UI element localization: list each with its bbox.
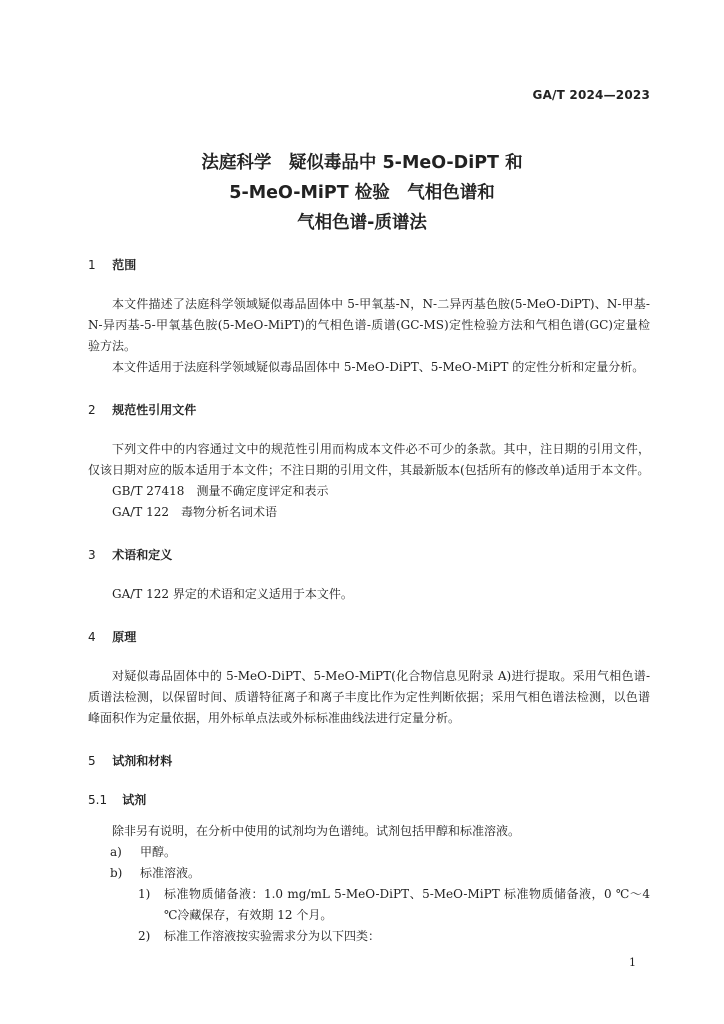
- section-number: 2: [88, 403, 96, 417]
- title-line-1: 法庭科学 疑似毒品中 5-MeO-DiPT 和: [201, 153, 523, 173]
- list-item: [88, 884, 650, 926]
- list-item: [88, 842, 650, 863]
- paragraph: 除非另有说明，在分析中使用的试剂均为色谱纯。试剂包括甲醇和标准溶液。: [112, 824, 521, 838]
- section-number: 5: [88, 754, 96, 768]
- list-item: [88, 926, 650, 947]
- section-number: 3: [88, 548, 96, 562]
- section-heading: [88, 545, 650, 566]
- reference-item: GB/T 27418 测量不确定度评定和表示: [112, 484, 329, 498]
- subsection-title: 试剂: [122, 793, 147, 807]
- paragraph: GA/T 122 界定的术语和定义适用于本文件。: [112, 587, 353, 601]
- title-line-2: 5-MeO-MiPT 检验 气相色谱和: [229, 183, 495, 203]
- section-number: 4: [88, 630, 96, 644]
- section-title: 试剂和材料: [112, 754, 173, 768]
- section-title: 规范性引用文件: [112, 403, 197, 417]
- list-text: 标准溶液。: [140, 866, 201, 880]
- paragraph: 下列文件中的内容通过文中的规范性引用而构成本文件必不可少的条款。其中，注日期的引用文件，仅该日期对应的版本适用于本文件；不注日期的引用文件，其最新版本(包括所有的修改单)适用于本文件。: [88, 442, 650, 477]
- section-title: 范围: [112, 258, 137, 272]
- section-principle: [88, 627, 650, 729]
- document-title: [0, 148, 724, 238]
- section-terms: [88, 545, 650, 605]
- section-title: 术语和定义: [112, 548, 173, 562]
- section-heading: [88, 627, 650, 648]
- section-heading: [88, 400, 650, 421]
- section-heading: [88, 751, 650, 772]
- section-scope: [88, 255, 650, 378]
- subsection-number: 5.1: [88, 793, 108, 807]
- reference-item: GA/T 122 毒物分析名词术语: [112, 505, 278, 519]
- title-line-3: 气相色谱-质谱法: [297, 213, 427, 233]
- section-reagents-materials: [88, 751, 650, 947]
- list-marker: a): [110, 845, 122, 859]
- standard-number: GA/T 2024—2023: [532, 88, 650, 102]
- subsection-heading: [88, 790, 650, 811]
- paragraph: 对疑似毒品固体中的 5-MeO-DiPT、5-MeO-MiPT(化合物信息见附录 A)进行提取。采用气相色谱-质谱法检测，以保留时间、质谱特征离子和离子丰度比作为定性判断依据；采用气相色谱法检测，以色谱峰面积作为定量依据，用外标单点法或外标标准曲线法进行定量分析。: [88, 669, 650, 725]
- paragraph: 本文件描述了法庭科学领域疑似毒品固体中 5-甲氧基-N，N-二异丙基色胺(5-MeO-DiPT)、N-甲基-N-异丙基-5-甲氧基色胺(5-MeO-MiPT)的气相色谱-质谱(GC-MS)定性检验方法和气相色谱(GC)定量检验方法。: [88, 297, 650, 353]
- list-marker: 2): [138, 929, 151, 943]
- section-normative-references: [88, 400, 650, 523]
- page-number: 1: [629, 956, 636, 969]
- list-text: 标准物质储备液：1.0 mg/mL 5-MeO-DiPT、5-MeO-MiPT 标准物质储备液，0 ℃～4 ℃冷藏保存，有效期 12 个月。: [164, 887, 650, 922]
- list-text: 标准工作溶液按实验需求分为以下四类：: [164, 929, 381, 943]
- section-number: 1: [88, 258, 96, 272]
- list-text: 甲醇。: [140, 845, 177, 859]
- section-heading: [88, 255, 650, 276]
- list-item: [88, 863, 650, 884]
- document-body: [88, 255, 650, 947]
- section-title: 原理: [112, 630, 137, 644]
- list-marker: 1): [138, 887, 151, 901]
- list-marker: b): [110, 866, 123, 880]
- paragraph: 本文件适用于法庭科学领域疑似毒品固体中 5-MeO-DiPT、5-MeO-MiPT 的定性分析和定量分析。: [112, 360, 645, 374]
